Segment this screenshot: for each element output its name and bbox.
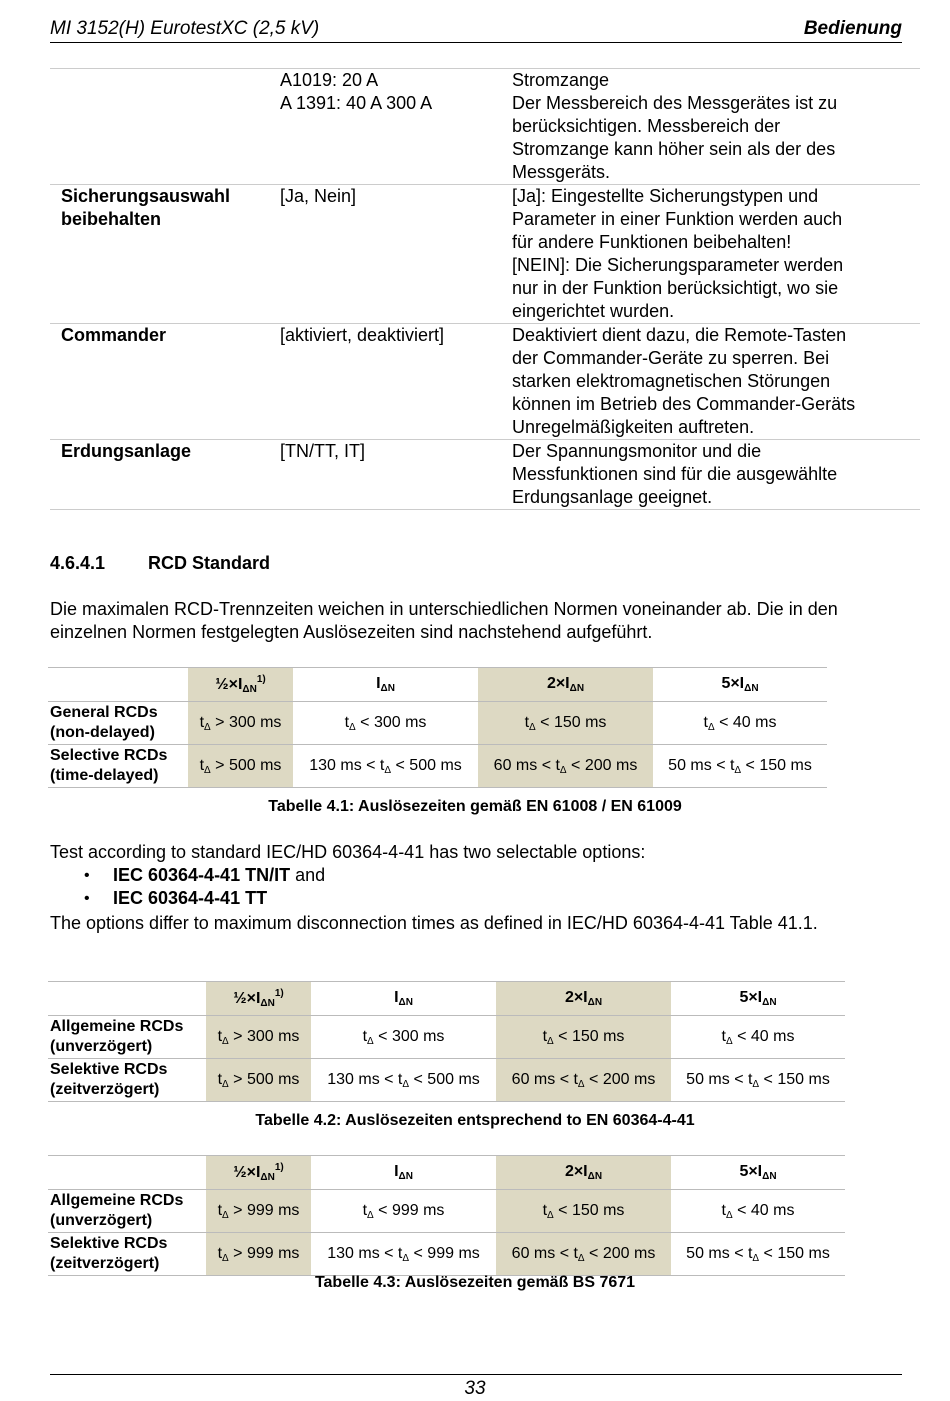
subscript-delta: Δ	[529, 721, 536, 733]
row-label-line: (zeitverzögert)	[50, 1081, 160, 1098]
subscript-delta: Δ	[547, 1209, 554, 1221]
subscript-delta: Δ	[222, 1078, 229, 1090]
time-cell: $t_\Delta > 500$ ms	[206, 1059, 311, 1102]
column-header	[293, 668, 478, 702]
subscript-delta: Δ	[204, 764, 211, 776]
subscript-dn: ΔN	[398, 1171, 413, 1182]
footnote-mark: 1)	[274, 1162, 284, 1173]
setting-description	[512, 440, 910, 509]
rcd-table-bs7671	[48, 1155, 845, 1276]
time-cell: $t_\Delta > 500$ ms	[188, 745, 293, 788]
col-header-symbol: 2×I	[564, 1163, 588, 1180]
col-header-symbol: ½×I	[215, 676, 243, 693]
subscript-dn: ΔN	[398, 997, 413, 1008]
time-cell: 130 ms < $t_\Delta < 999$ ms	[311, 1233, 496, 1276]
row-label-line: (time-delayed)	[50, 767, 159, 784]
setting-description-line: Parameter in einer Funktion werden auch	[512, 209, 843, 229]
setting-description-line: Der Spannungsmonitor und die	[512, 441, 762, 461]
time-cell: 50 ms < $t_\Delta < 150$ ms	[671, 1059, 845, 1102]
settings-table	[50, 68, 920, 510]
column-header	[206, 982, 311, 1016]
header-product: MI 3152(H) EurotestXC (2,5 kV)	[50, 18, 320, 39]
row-label	[48, 702, 188, 745]
table-row	[48, 1233, 845, 1276]
subscript-delta: Δ	[707, 721, 715, 733]
subscript-delta: Δ	[367, 1035, 374, 1047]
setting-option-line: [TN/TT, IT]	[280, 441, 365, 461]
subscript-delta: Δ	[752, 1252, 760, 1264]
column-header	[206, 1156, 311, 1190]
table-row	[48, 1016, 845, 1059]
time-cell: 50 ms < $t_\Delta < 150$ ms	[671, 1233, 845, 1276]
setting-name	[50, 440, 280, 509]
col-header-symbol: ½×I	[233, 990, 261, 1007]
time-cell: $t_\Delta < 300$ ms	[293, 702, 478, 745]
table-row	[48, 1059, 845, 1102]
column-header	[311, 1156, 496, 1190]
section-heading	[50, 553, 270, 574]
option-standard: IEC 60364-4-41 TN/IT	[113, 865, 291, 885]
table-corner-cell	[48, 1156, 206, 1190]
subscript-dn: ΔN	[380, 683, 395, 694]
table1-caption: Tabelle 4.1: Auslösezeiten gemäß EN 61008 / EN 61009	[268, 798, 682, 815]
table-corner-cell	[48, 982, 206, 1016]
setting-name-line: Erdungsanlage	[61, 441, 192, 461]
column-header	[671, 1156, 845, 1190]
setting-name-line: beibehalten	[61, 209, 162, 229]
footer-rule	[50, 1374, 902, 1375]
subscript-delta: Δ	[577, 1078, 585, 1090]
table-row	[48, 702, 827, 745]
setting-description-line: eingerichtet wurden.	[512, 301, 675, 321]
section-title: RCD Standard	[148, 553, 271, 573]
setting-description-line: Messgeräts.	[512, 162, 611, 182]
section-number: 4.6.4.1	[50, 553, 106, 573]
rcd-table-en60364	[48, 981, 845, 1102]
setting-description-line: können im Betrieb des Commander-Geräts	[512, 394, 856, 414]
setting-description-line: Deaktiviert dient dazu, die Remote-Tasten	[512, 325, 847, 345]
row-label-line: Selektive RCDs	[50, 1061, 168, 1078]
subscript-delta: Δ	[559, 764, 567, 776]
setting-description	[512, 69, 910, 184]
subscript-dn: ΔN	[744, 683, 759, 694]
footnote-mark: 1)	[274, 988, 284, 999]
setting-description-line: Der Messbereich des Messgerätes ist zu	[512, 93, 838, 113]
setting-description-line: Unregelmäßigkeiten auftreten.	[512, 417, 755, 437]
subscript-dn: ΔN	[260, 998, 275, 1009]
setting-name-line: Sicherungsauswahl	[61, 186, 231, 206]
row-label-line: Selective RCDs	[50, 747, 168, 764]
setting-description-line: [NEIN]: Die Sicherungsparameter werden	[512, 255, 844, 275]
time-cell: $t_\Delta < 40$ ms	[653, 702, 827, 745]
time-cell: $t_\Delta < 150$ ms	[478, 702, 653, 745]
row-label-line: Allgemeine RCDs	[50, 1018, 184, 1035]
column-header	[311, 982, 496, 1016]
table2-caption: Tabelle 4.2: Auslösezeiten entsprechend to EN 60364-4-41	[255, 1112, 695, 1129]
time-cell: 60 ms < $t_\Delta < 200$ ms	[478, 745, 653, 788]
subscript-delta: Δ	[577, 1252, 585, 1264]
option-standard: IEC 60364-4-41 TT	[113, 888, 268, 908]
subscript-dn: ΔN	[242, 684, 257, 695]
table3-caption: Tabelle 4.3: Auslösezeiten gemäß BS 7671	[314, 1274, 636, 1291]
setting-option-line: A 1391: 40 A 300 A	[280, 93, 433, 113]
subscript-dn: ΔN	[762, 1171, 777, 1182]
subscript-dn: ΔN	[587, 997, 603, 1008]
setting-options	[280, 324, 512, 439]
rcd-table-en61008	[48, 667, 827, 788]
setting-description	[512, 324, 910, 439]
time-cell: 60 ms < $t_\Delta < 200$ ms	[496, 1233, 671, 1276]
page-header	[50, 16, 902, 43]
setting-description-line: Stromzange	[512, 70, 610, 90]
column-header	[653, 668, 827, 702]
setting-name	[50, 69, 280, 184]
setting-description	[512, 185, 910, 323]
col-header-symbol: I	[394, 989, 399, 1006]
settings-row	[50, 440, 920, 510]
intro-paragraph: Die maximalen RCD-Trennzeiten weichen in unterschiedlichen Normen voneinander ab. Die in den einzelnen Normen festgelegten Auslösezeiten sind nachstehend aufgeführt.	[50, 599, 838, 642]
col-header-symbol: 5×I	[721, 675, 745, 692]
row-label-line: Allgemeine RCDs	[50, 1192, 184, 1209]
subscript-delta: Δ	[725, 1209, 733, 1221]
time-cell: 50 ms < $t_\Delta < 150$ ms	[653, 745, 827, 788]
table-row	[48, 745, 827, 788]
table-row	[48, 1190, 845, 1233]
row-label	[48, 745, 188, 788]
col-header-symbol: 2×I	[546, 675, 570, 692]
subscript-dn: ΔN	[587, 1171, 603, 1182]
setting-options	[280, 440, 512, 509]
setting-description-line: nur in der Funktion berücksichtigt, wo sie	[512, 278, 839, 298]
settings-row	[50, 69, 920, 185]
col-header-symbol: I	[376, 675, 381, 692]
setting-name	[50, 324, 280, 439]
time-cell: $t_\Delta < 150$ ms	[496, 1016, 671, 1059]
setting-option-line: [Ja, Nein]	[280, 186, 357, 206]
subscript-delta: Δ	[222, 1252, 229, 1264]
options-paragraph: The options differ to maximum disconnection times as defined in IEC/HD 60364-4-41 Table 41.1.	[50, 913, 818, 933]
time-cell: $t_\Delta < 999$ ms	[311, 1190, 496, 1233]
table-header-row	[48, 1156, 845, 1190]
subscript-delta: Δ	[367, 1209, 374, 1221]
table-header-row	[48, 668, 827, 702]
setting-description-line: starken elektromagnetischen Störungen	[512, 371, 831, 391]
subscript-dn: ΔN	[260, 1172, 275, 1183]
subscript-dn: ΔN	[762, 997, 777, 1008]
row-label-line: General RCDs	[50, 704, 158, 721]
col-header-symbol: 5×I	[739, 1163, 763, 1180]
col-header-symbol: 2×I	[564, 989, 588, 1006]
time-cell: 60 ms < $t_\Delta < 200$ ms	[496, 1059, 671, 1102]
option-item	[50, 864, 325, 887]
setting-description-line: [Ja]: Eingestellte Sicherungstypen und	[512, 186, 819, 206]
column-header	[188, 668, 293, 702]
setting-option-line: [aktiviert, deaktiviert]	[280, 325, 445, 345]
option-item	[50, 887, 325, 910]
time-cell: $t_\Delta < 300$ ms	[311, 1016, 496, 1059]
row-label-line: (non-delayed)	[50, 724, 155, 741]
subscript-delta: Δ	[349, 721, 356, 733]
page-number: 33	[464, 1378, 486, 1399]
subscript-delta: Δ	[402, 1252, 410, 1264]
subscript-delta: Δ	[734, 764, 742, 776]
col-header-symbol: 5×I	[739, 989, 763, 1006]
subscript-delta: Δ	[725, 1035, 733, 1047]
header-chapter: Bedienung	[803, 18, 902, 39]
setting-description-line: Messfunktionen sind für die ausgewählte	[512, 464, 838, 484]
row-label	[48, 1233, 206, 1276]
column-header	[496, 982, 671, 1016]
column-header	[496, 1156, 671, 1190]
settings-row	[50, 324, 920, 440]
time-cell: $t_\Delta > 999$ ms	[206, 1190, 311, 1233]
column-header	[478, 668, 653, 702]
time-cell: 130 ms < $t_\Delta < 500$ ms	[311, 1059, 496, 1102]
time-cell: $t_\Delta < 150$ ms	[496, 1190, 671, 1233]
subscript-delta: Δ	[222, 1035, 229, 1047]
option-list	[50, 864, 325, 910]
row-label	[48, 1190, 206, 1233]
row-label-line: (unverzögert)	[50, 1038, 153, 1055]
setting-description-line: für andere Funktionen beibehalten!	[512, 232, 792, 252]
footnote-mark: 1)	[256, 674, 266, 685]
subscript-delta: Δ	[752, 1078, 760, 1090]
setting-options	[280, 69, 512, 184]
option-suffix: and	[290, 865, 326, 885]
setting-option-line: A1019: 20 A	[280, 70, 379, 90]
column-header	[671, 982, 845, 1016]
subscript-delta: Δ	[204, 721, 211, 733]
test-paragraph: Test according to standard IEC/HD 60364-4-41 has two selectable options:	[50, 842, 646, 862]
col-header-symbol: ½×I	[233, 1164, 261, 1181]
time-cell: $t_\Delta < 40$ ms	[671, 1190, 845, 1233]
setting-name	[50, 185, 280, 323]
subscript-delta: Δ	[384, 764, 392, 776]
setting-options	[280, 185, 512, 323]
setting-description-line: berücksichtigen. Messbereich der	[512, 116, 781, 136]
col-header-symbol: I	[394, 1163, 399, 1180]
setting-description-line: Erdungsanlage geeignet.	[512, 487, 713, 507]
row-label-line: (zeitverzögert)	[50, 1255, 160, 1272]
row-label-line: Selektive RCDs	[50, 1235, 168, 1252]
setting-name-line: Commander	[61, 325, 167, 345]
table-header-row	[48, 982, 845, 1016]
subscript-delta: Δ	[222, 1209, 229, 1221]
setting-description-line: Stromzange kann höher sein als der des	[512, 139, 836, 159]
row-label-line: (unverzögert)	[50, 1212, 153, 1229]
subscript-delta: Δ	[547, 1035, 554, 1047]
time-cell: $t_\Delta > 300$ ms	[188, 702, 293, 745]
time-cell: $t_\Delta > 999$ ms	[206, 1233, 311, 1276]
subscript-delta: Δ	[402, 1078, 410, 1090]
time-cell: 130 ms < $t_\Delta < 500$ ms	[293, 745, 478, 788]
row-label	[48, 1016, 206, 1059]
row-label	[48, 1059, 206, 1102]
time-cell: $t_\Delta < 40$ ms	[671, 1016, 845, 1059]
table-corner-cell	[48, 668, 188, 702]
settings-row	[50, 185, 920, 324]
time-cell: $t_\Delta > 300$ ms	[206, 1016, 311, 1059]
setting-description-line: der Commander-Geräte zu sperren. Bei	[512, 348, 830, 368]
subscript-dn: ΔN	[569, 683, 585, 694]
